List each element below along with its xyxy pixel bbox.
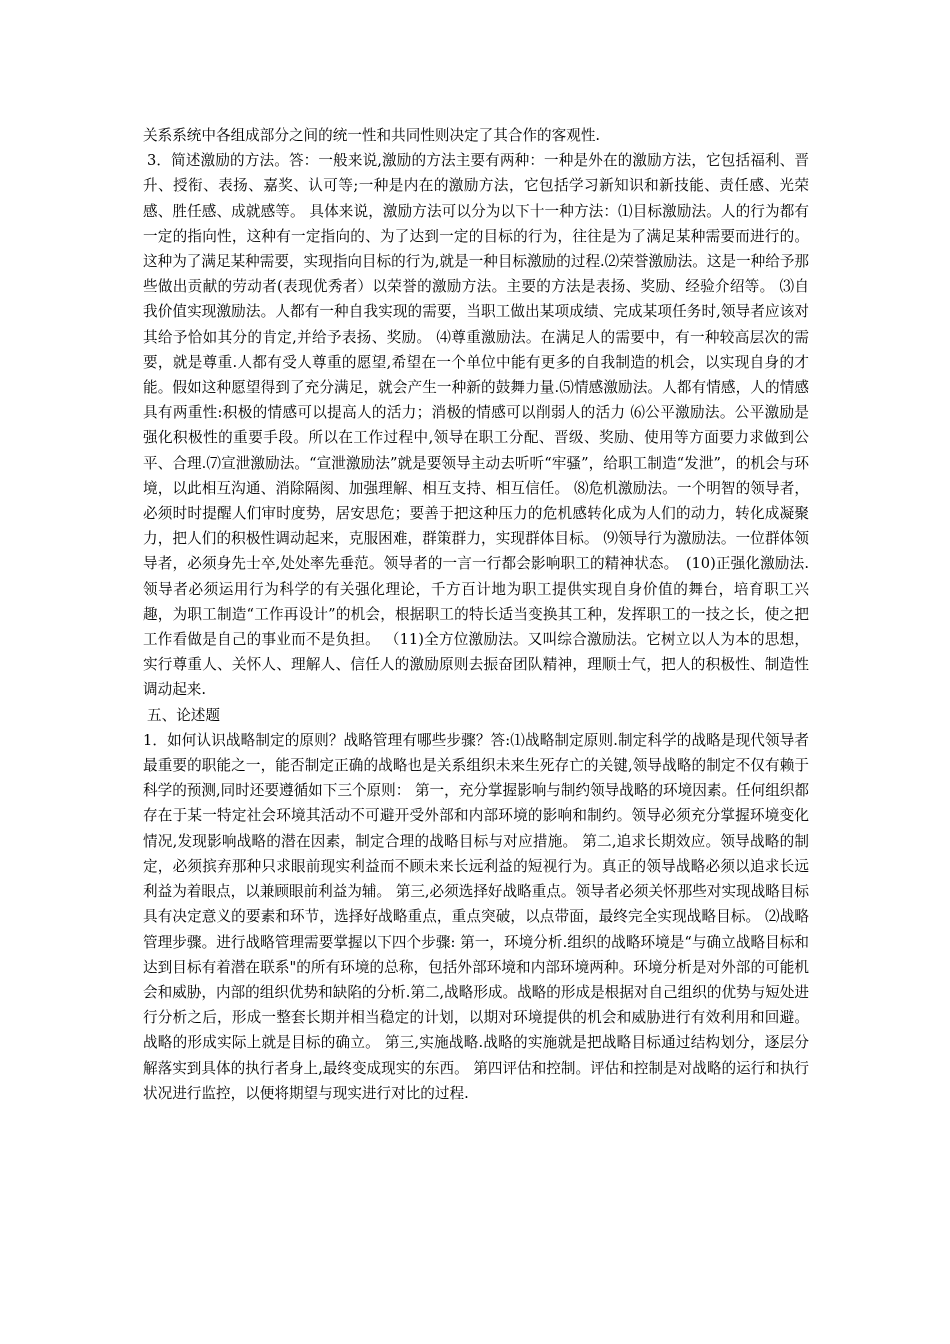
paragraph-strategy-principles: 1．如何认识战略制定的原则？战略管理有哪些步骤？答:⑴战略制定原则.制定科学的战略是现代领导者最重要的职能之一，能否制定正确的战略也是关系组织未来生死存亡的关键,领导战略的制定不仅有赖于科学的预测,同时还要遵循如下三个原则： 第一，充分掌握影响与制约领导战略的环境因素。任何组织都存在于某一特定社会环境其活动不可避开受外部和内部环境的影响和制约。领导必须充分掌握环境变化情况,发现影响战略的潜在因素，制定合理的战略目标与对应措施。 第二,追求长期效应。领导战略的制定，必须摈弃那种只求眼前现实利益而不顾未来长远利益的短视行为。真正的领导战略必须以追求长远利益为着眼点，以兼顾眼前利益为辅。 第三,必须选择好战略重点。领导者必须关怀那些对实现战略目标具有决定意义的要素和环节，选择好战略重点，重点突破，以点带面，最终完全实现战略目标。 ⑵战略管理步骤。进行战略管理需要掌握以下四个步骤: 第一，环境分析.组织的战略环境是“与确立战略目标和达到目标有着潜在联系"的所有环境的总称，包括外部环境和内部环境两种。环境分析是对外部的可能机会和威胁，内部的组织优势和缺陷的分析.第二,战略形成。战略的形成是根据对自己组织的优势与短处进行分析之后，形成一整套长期并相当稳定的计划，以期对环境提供的机会和威胁进行有效利用和回避。战略的形成实际上就是目标的确立。 第三,实施战略.战略的实施就是把战略目标通过结构划分，逐层分解落实到具体的执行者身上,最终变成现实的东西。 第四评估和控制。评估和控制是对战略的运行和执行状况进行监控，以便将期望与现实进行对比的过程. (143, 731, 810, 1102)
document-body (143, 123, 809, 1106)
section-heading-essay-questions: 五、论述题 (147, 706, 220, 724)
paragraph-incentive-methods: 3．简述激励的方法。答：一般来说,激励的方法主要有两种：一种是外在的激励方法，它包括福利、晋升、授衔、表扬、嘉奖、认可等;一种是内在的激励方法，它包括学习新知识和新技能、责任感、光荣感、胜任感、成就感等。 具体来说，激励方法可以分为以下十一种方法：⑴目标激励法。人的行为都有一定的指向性，这种有一定指向的、为了达到一定的目标的行为，往往是为了满足某种需要而进行的。这种为了满足某种需要，实现指向目标的行为,就是一种目标激励的过程.⑵荣誉激励法。这是一种给予那些做出贡献的劳动者(表现优秀者）以荣誉的激励方法。主要的方法是表扬、奖励、经验介绍等。 ⑶自我价值实现激励法。人都有一种自我实现的需要，当职工做出某项成绩、完成某项任务时,领导者应该对其给予恰如其分的肯定,并给予表扬、奖励。 ⑷尊重激励法。在满足人的需要中，有一种较高层次的需要，就是尊重.人都有受人尊重的愿望,希望在一个单位中能有更多的自我制造的机会，以实现自身的才能。假如这种愿望得到了充分满足，就会产生一种新的鼓舞力量.⑸情感激励法。人都有情感，人的情感具有两重性:积极的情感可以提高人的活力；消极的情感可以削弱人的活力 ⑹公平激励法。公平激励是强化积极性的重要手段。所以在工作过程中,领导在职工分配、晋级、奖励、使用等方面要力求做到公平、合理.⑺宣泄激励法。“宣泄激励法”就是要领导主动去听听“牢骚”，给职工制造“发泄”，的机会与环境，以此相互沟通、消除隔阂、加强理解、相互支持、相互信任。 ⑻危机激励法。一个明智的领导者，必须时时提醒人们审时度势，居安思危；要善于把这种压力的危机感转化成为人们的动力，转化成凝聚力，把人们的积极性调动起来，克服困难，群策群力，实现群体目标。 ⑼领导行为激励法。一位群体领导者，必须身先士卒,处处率先垂范。领导者的一言一行都会影响职工的精神状态。 (10)正强化激励法.领导者必须运用行为科学的有关强化理论，千方百计地为职工提供实现自身价值的舞台，培育职工兴趣，为职工制造“工作再设计”的机会，根据职工的特长适当变换其工种，发挥职工的一技之长，使之把工作看做是自己的事业而不是负担。 （11)全方位激励法。又叫综合激励法。它树立以人为本的思想，实行尊重人、关怀人、理解人、信任人的激励原则去振奋团队精神，理顺士气，把人的积极性、制造性调动起来. (143, 152, 810, 699)
paragraph-continuation: 关系系统中各组成部分之间的统一性和共同性则决定了其合作的客观性. (143, 127, 601, 144)
